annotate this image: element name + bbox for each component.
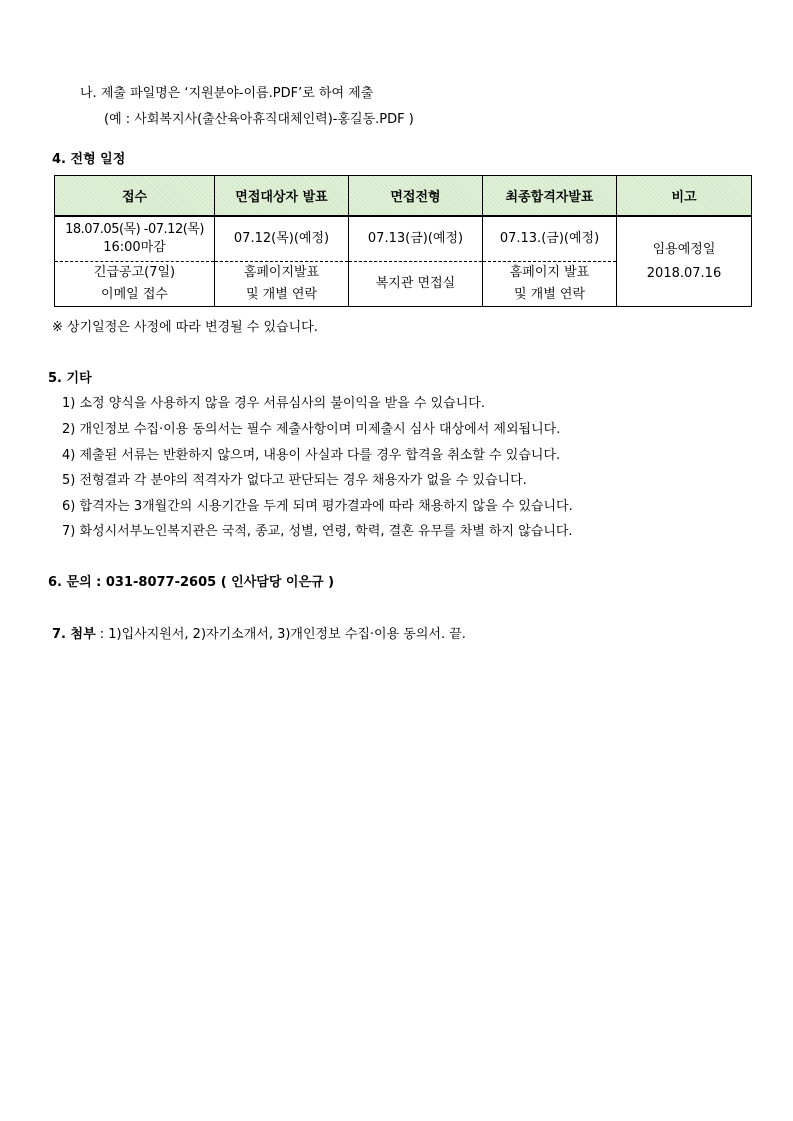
receipt-deadline: 16:00마감 bbox=[103, 240, 166, 255]
filename-rule-text: 나. 제출 파일명은 ‘지원분야-이름.PDF’로 하여 제출 bbox=[80, 86, 374, 101]
schedule-heading: 4. 전형 일정 bbox=[52, 152, 126, 167]
header-interview-notice: 면접대상자 발표 bbox=[215, 176, 349, 217]
misc-heading: 5. 기타 bbox=[48, 371, 92, 386]
appointment-date: 2018.07.16 bbox=[646, 265, 722, 281]
misc-item: 5) 전형결과 각 분야의 적격자가 없다고 판단되는 경우 채용자가 없을 수 있습니다. bbox=[62, 473, 527, 488]
note-cell bbox=[617, 216, 752, 307]
interview-notice-date: 07.12(목)(예정) bbox=[215, 216, 349, 262]
misc-item: 6) 합격자는 3개월간의 시용기간을 두게 되며 평가결과에 따라 채용하지 않을 수 있습니다. bbox=[62, 499, 573, 514]
appointment-label: 임용예정일 bbox=[652, 241, 716, 257]
attachment-line bbox=[52, 623, 466, 642]
schedule-table bbox=[54, 175, 752, 307]
final-web: 홈페이지 발표 bbox=[509, 265, 590, 280]
interview-notice-method-cell bbox=[215, 262, 349, 307]
final-date: 07.13.(금)(예정) bbox=[483, 216, 617, 262]
interview-date: 07.13(금)(예정) bbox=[349, 216, 483, 262]
misc-item: 1) 소정 양식을 사용하지 않을 경우 서류심사의 불이익을 받을 수 있습니다. bbox=[62, 396, 485, 411]
receipt-email: 이메일 접수 bbox=[101, 287, 168, 302]
header-interview: 면접전형 bbox=[349, 176, 483, 217]
schedule-row-dates bbox=[55, 216, 752, 262]
attachment-label: 7. 첨부 bbox=[52, 627, 96, 642]
schedule-header-row bbox=[55, 176, 752, 217]
receipt-method-cell bbox=[55, 262, 215, 307]
receipt-period: 18.07.05(목) -07.12(목) bbox=[65, 222, 204, 237]
contact-line: 6. 문의 : 031-8077-2605 ( 인사담당 이은규 ) bbox=[48, 575, 335, 590]
misc-item: 4) 제출된 서류는 반환하지 않으며, 내용이 사실과 다를 경우 합격을 취소할 수 있습니다. bbox=[62, 448, 561, 463]
final-contact: 및 개별 연락 bbox=[513, 287, 586, 302]
misc-item: 2) 개인정보 수집·이용 동의서는 필수 제출사항이며 미제출시 심사 대상에서 제외됩니다. bbox=[62, 422, 561, 437]
interview-notice-web: 홈페이지발표 bbox=[243, 265, 320, 280]
attachment-list: : 1)입사지원서, 2)자기소개서, 3)개인정보 수집·이용 동의서. 끝. bbox=[95, 627, 466, 642]
header-final: 최종합격자발표 bbox=[483, 176, 617, 217]
header-receipt: 접수 bbox=[55, 176, 215, 217]
interview-location: 복지관 면접실 bbox=[349, 262, 483, 307]
receipt-period-cell bbox=[55, 216, 215, 262]
final-method-cell bbox=[483, 262, 617, 307]
filename-example-text: (예 : 사회복지사(출산육아휴직대체인력)-홍길동.PDF ) bbox=[104, 112, 414, 127]
receipt-urgent: 긴급공고(7일) bbox=[93, 265, 176, 280]
interview-notice-contact: 및 개별 연락 bbox=[245, 287, 318, 302]
misc-item: 7) 화성시서부노인복지관은 국적, 종교, 성별, 연령, 학력, 결혼 유무를 차별 하지 않습니다. bbox=[62, 524, 573, 539]
header-note: 비고 bbox=[617, 176, 752, 217]
schedule-footnote: ※ 상기일정은 사정에 따라 변경될 수 있습니다. bbox=[52, 320, 318, 335]
